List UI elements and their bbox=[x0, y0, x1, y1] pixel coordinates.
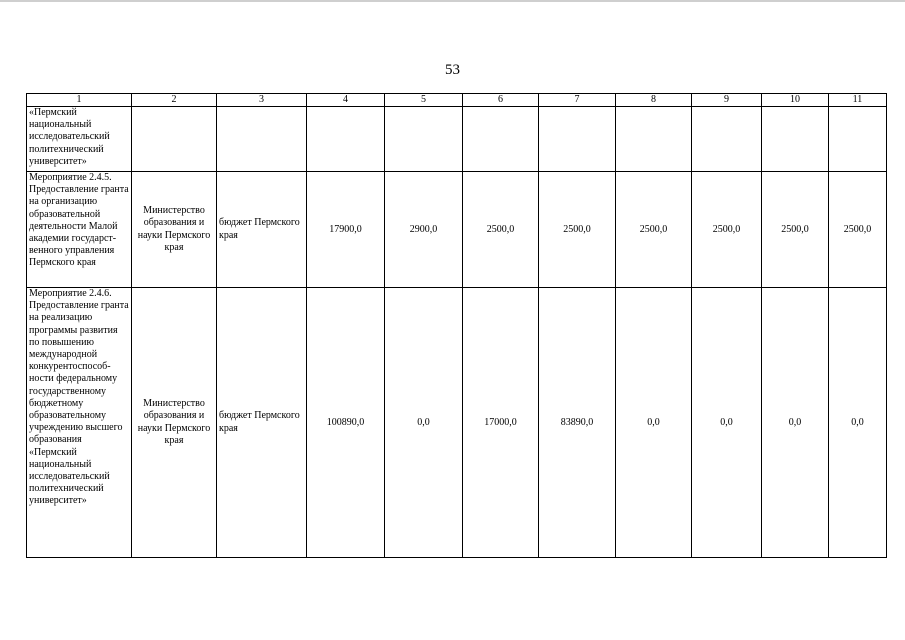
value-cell: 2500,0 bbox=[463, 172, 539, 288]
column-header: 11 bbox=[829, 94, 887, 107]
header-row bbox=[27, 94, 887, 107]
budget-table bbox=[26, 93, 887, 558]
table-row bbox=[27, 107, 887, 172]
funding-source-cell: бюджет Пермского края bbox=[217, 172, 307, 288]
column-header: 10 bbox=[762, 94, 829, 107]
value-cell bbox=[829, 107, 887, 172]
value-cell: 0,0 bbox=[692, 288, 762, 558]
activity-name-cell: «Пермский национальный исследовательский политехнический университет» bbox=[27, 107, 132, 172]
value-cell bbox=[762, 107, 829, 172]
value-cell: 0,0 bbox=[385, 288, 463, 558]
value-cell: 2500,0 bbox=[762, 172, 829, 288]
value-cell bbox=[307, 107, 385, 172]
value-cell: 83890,0 bbox=[539, 288, 616, 558]
value-cell: 2500,0 bbox=[616, 172, 692, 288]
value-cell: 2500,0 bbox=[692, 172, 762, 288]
value-cell: 2900,0 bbox=[385, 172, 463, 288]
funding-source-cell bbox=[217, 107, 307, 172]
value-cell: 17000,0 bbox=[463, 288, 539, 558]
column-header: 2 bbox=[132, 94, 217, 107]
value-cell: 0,0 bbox=[616, 288, 692, 558]
column-header: 7 bbox=[539, 94, 616, 107]
value-cell: 17900,0 bbox=[307, 172, 385, 288]
funding-source-cell: бюджет Пермского края bbox=[217, 288, 307, 558]
column-header: 3 bbox=[217, 94, 307, 107]
column-header: 5 bbox=[385, 94, 463, 107]
activity-name-cell: Мероприятие 2.4.6. Предоставление гранта на реализацию программы развития по повышению международной конкурентоспособ-ности федеральному государственному бюджетному образовательному учреждению высшего образования «Пермский национальный исследовательский политехнический университет» bbox=[27, 288, 132, 558]
value-cell bbox=[385, 107, 463, 172]
value-cell: 100890,0 bbox=[307, 288, 385, 558]
table-row bbox=[27, 172, 887, 288]
value-cell: 0,0 bbox=[829, 288, 887, 558]
value-cell: 0,0 bbox=[762, 288, 829, 558]
value-cell: 2500,0 bbox=[539, 172, 616, 288]
value-cell bbox=[616, 107, 692, 172]
activity-name-cell: Мероприятие 2.4.5. Предоставление гранта на организацию образовательной деятельности Малой академии государст-венного управления Пермского края bbox=[27, 172, 132, 288]
column-header: 1 bbox=[27, 94, 132, 107]
ministry-cell: Министерство образования и науки Пермского края bbox=[132, 172, 217, 288]
column-header: 9 bbox=[692, 94, 762, 107]
value-cell bbox=[692, 107, 762, 172]
table-row bbox=[27, 288, 887, 558]
value-cell: 2500,0 bbox=[829, 172, 887, 288]
value-cell bbox=[463, 107, 539, 172]
scan-edge-line bbox=[0, 0, 905, 2]
column-header: 4 bbox=[307, 94, 385, 107]
ministry-cell bbox=[132, 107, 217, 172]
column-header: 6 bbox=[463, 94, 539, 107]
ministry-cell: Министерство образования и науки Пермского края bbox=[132, 288, 217, 558]
column-header: 8 bbox=[616, 94, 692, 107]
page-number: 53 bbox=[445, 62, 460, 78]
value-cell bbox=[539, 107, 616, 172]
